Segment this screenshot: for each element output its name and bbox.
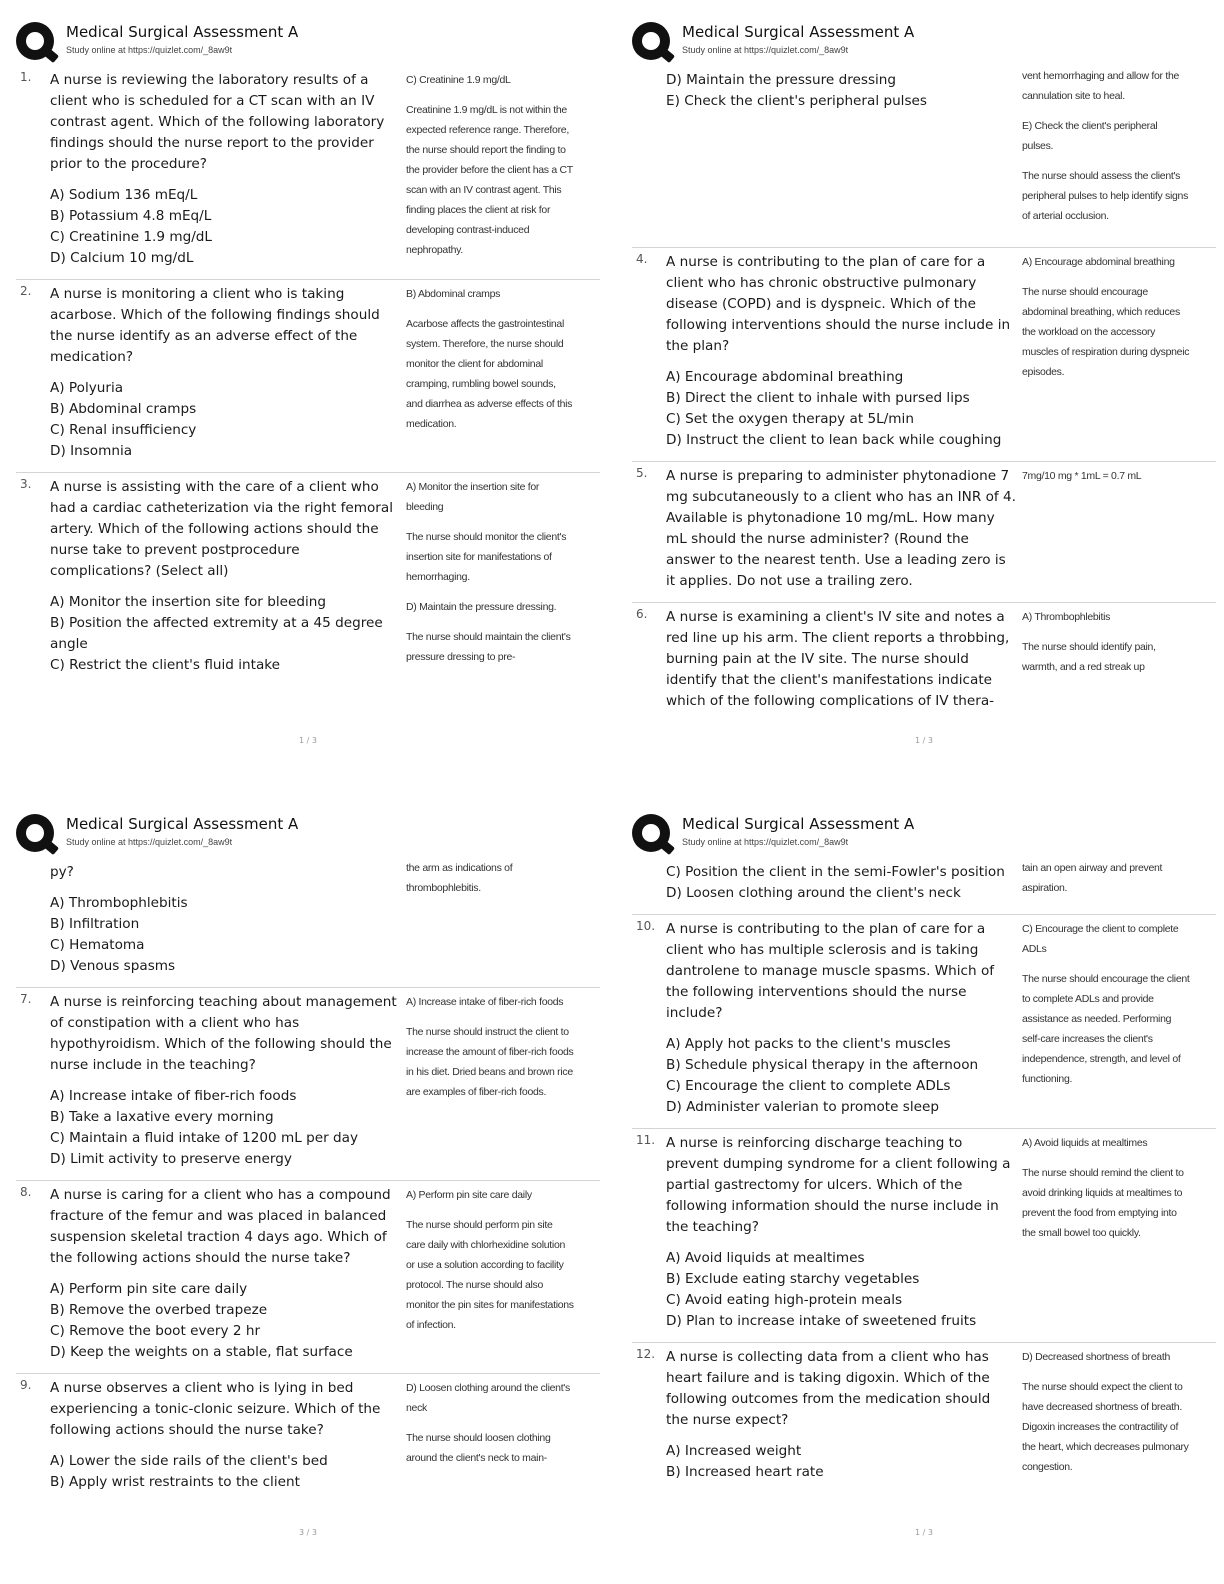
option: A) Polyuria [50, 380, 124, 396]
document-title: Medical Surgical Assessment A [66, 23, 299, 41]
flashcard [632, 1343, 1216, 1493]
option: A) Increased weight [666, 1443, 802, 1459]
option: D) Maintain the pressure dressing [666, 72, 897, 88]
option: A) Monitor the insertion site for bleeding [50, 594, 327, 610]
question-text: A nurse observes a client who is lying in bed experiencing a tonic-clonic seizure. Which of the following actions should the nurse take? [50, 1380, 381, 1438]
option: D) Administer valerian to promote sleep [666, 1099, 940, 1115]
option: D) Venous spasms [50, 958, 176, 974]
question-text: A nurse is reinforcing discharge teaching to prevent dumping syndrome for a client following a partial gastrectomy for ulcers. Which of the following information should the nurse include in the teaching? [666, 1135, 1011, 1235]
option: C) Remove the boot every 2 hr [50, 1323, 261, 1339]
option: C) Set the oxygen therapy at 5L/min [666, 411, 914, 427]
study-online-link[interactable]: Study online at https://quizlet.com/_8aw9t [66, 837, 233, 847]
page-number: 1 / 3 [299, 736, 317, 745]
option: C) Creatinine 1.9 mg/dL [50, 229, 212, 245]
card-number: 9. [20, 1378, 32, 1392]
explanation-text: vent hemorrhaging and allow for the cannulation site to heal. [1022, 70, 1180, 102]
answer-text: A) Thrombophlebitis [1022, 611, 1111, 623]
option: A) Lower the side rails of the client's bed [50, 1453, 328, 1469]
flashcard [632, 1129, 1216, 1343]
option: A) Avoid liquids at mealtimes [666, 1250, 865, 1266]
answer-text: 7mg/10 mg * 1mL = 0.7 mL [1022, 470, 1142, 482]
question-text: A nurse is caring for a client who has a compound fracture of the femur and was placed in balanced suspension skeletal traction 4 days ago. Which of the following actions should the nurse take? [50, 1187, 391, 1266]
option: A) Sodium 136 mEq/L [50, 187, 198, 203]
option: D) Keep the weights on a stable, flat surface [50, 1344, 353, 1360]
page-1 [16, 20, 600, 790]
card-number: 8. [20, 1185, 32, 1199]
question-text: A nurse is assisting with the care of a client who had a cardiac catheterization via the right femoral artery. Which of the following actions should the nurse take to prevent postprocedure complications? (Select all) [50, 479, 393, 579]
answer-text: A) Avoid liquids at mealtimes [1022, 1137, 1148, 1149]
option: C) Renal insufficiency [50, 422, 197, 438]
answer-text: A) Monitor the insertion site for bleeding [406, 481, 540, 513]
answer-text: D) Loosen clothing around the client's neck [406, 1382, 570, 1414]
card-number: 11. [636, 1133, 656, 1147]
answer-text: E) Check the client's peripheral pulses. [1022, 120, 1158, 152]
page-2 [632, 20, 1216, 790]
question-text: A nurse is contributing to the plan of care for a client who has chronic obstructive pulmonary disease (COPD) and is dyspneic. Which of the following interventions should the nurse include in the plan? [666, 254, 1011, 354]
explanation-text: the arm as indications of thrombophlebitis. [406, 862, 513, 894]
explanation-text: The nurse should encourage the client to complete ADLs and provide assistance as needed. Performing self-care increases the client's independence, strength, and level of functioning. [1022, 973, 1190, 1085]
card-number: 12. [636, 1347, 656, 1361]
explanation-text: The nurse should maintain the client's pressure dressing to pre- [406, 631, 571, 663]
page-header [16, 812, 600, 856]
question-text: A nurse is reinforcing teaching about management of constipation with a client who has hypothyroidism. Which of the following should the nurse include in the teaching? [50, 994, 397, 1073]
option: B) Take a laxative every morning [50, 1109, 274, 1125]
option: E) Check the client's peripheral pulses [666, 93, 927, 109]
quizlet-logo-icon [16, 22, 54, 60]
flashcard-continued [632, 858, 1216, 915]
flashcard [632, 462, 1216, 603]
option: B) Schedule physical therapy in the afternoon [666, 1057, 979, 1073]
flashcard [632, 248, 1216, 462]
page-header [632, 812, 1216, 856]
option: B) Remove the overbed trapeze [50, 1302, 268, 1318]
document-title: Medical Surgical Assessment A [66, 815, 299, 833]
answer-text: A) Increase intake of fiber-rich foods [406, 996, 564, 1008]
document-title: Medical Surgical Assessment A [682, 815, 915, 833]
explanation-text: The nurse should loosen clothing around the client's neck to main- [406, 1432, 551, 1464]
explanation-text: The nurse should encourage abdominal breathing, which reduces the workload on the accessory muscles of respiration during dyspneic episodes. [1022, 286, 1190, 378]
option: C) Restrict the client's fluid intake [50, 657, 281, 673]
card-number: 2. [20, 284, 32, 298]
flashcard [16, 1181, 600, 1374]
option: A) Increase intake of fiber-rich foods [50, 1088, 297, 1104]
explanation-text: The nurse should instruct the client to increase the amount of fiber-rich foods in his diet. Dried beans and brown rice are examples of fiber-rich foods. [406, 1026, 574, 1098]
option: C) Hematoma [50, 937, 145, 953]
explanation-text: The nurse should assess the client's peripheral pulses to help identify signs of arterial occlusion. [1022, 170, 1189, 222]
card-number: 5. [636, 466, 648, 480]
option: A) Perform pin site care daily [50, 1281, 248, 1297]
answer-text: C) Encourage the client to complete ADLs [1022, 923, 1179, 955]
flashcard [16, 1374, 600, 1503]
option: C) Maintain a fluid intake of 1200 mL per day [50, 1130, 359, 1146]
page-number: 1 / 3 [915, 736, 933, 745]
flashcard [16, 988, 600, 1181]
question-text: A nurse is reviewing the laboratory results of a client who is scheduled for a CT scan with an IV contrast agent. Which of the following laboratory findings should the nurse report to the provider prior to the procedure? [50, 72, 385, 172]
explanation-text: The nurse should identify pain, warmth, and a red streak up [1022, 641, 1156, 673]
explanation-text: Creatinine 1.9 mg/dL is not within the expected reference range. Therefore, the nurse should report the finding to the provider before the client has a CT scan with an IV contrast agent. This finding places the client at risk for developing contrast-induced nephropathy. [406, 104, 573, 256]
flashcard-continued [16, 858, 600, 988]
flashcard-continued [632, 66, 1216, 248]
page-4 [632, 812, 1216, 1582]
option: B) Direct the client to inhale with pursed lips [666, 390, 970, 406]
explanation-text: The nurse should perform pin site care daily with chlorhexidine solution or use a solution according to facility protocol. The nurse should also monitor the pin sites for manifestations of infection. [406, 1219, 574, 1331]
card-number: 7. [20, 992, 32, 1006]
explanation-text: The nurse should expect the client to have decreased shortness of breath. Digoxin increases the contractility of the heart, which decreases pulmonary congestion. [1022, 1381, 1189, 1473]
study-online-link[interactable]: Study online at https://quizlet.com/_8aw9t [66, 45, 233, 55]
option: B) Potassium 4.8 mEq/L [50, 208, 212, 224]
option: A) Apply hot packs to the client's muscles [666, 1036, 951, 1052]
answer-text: A) Encourage abdominal breathing [1022, 256, 1175, 268]
answer-text: D) Maintain the pressure dressing. [406, 601, 557, 613]
option: B) Position the affected extremity at a 45 degree angle [50, 615, 383, 652]
study-online-link[interactable]: Study online at https://quizlet.com/_8aw9t [682, 837, 849, 847]
explanation-text: The nurse should remind the client to avoid drinking liquids at mealtimes to prevent the food from emptying into the small bowel too quickly. [1022, 1167, 1184, 1239]
study-online-link[interactable]: Study online at https://quizlet.com/_8aw9t [682, 45, 849, 55]
option: B) Increased heart rate [666, 1464, 824, 1480]
answer-text: C) Creatinine 1.9 mg/dL [406, 74, 511, 86]
option: D) Insomnia [50, 443, 133, 459]
option: D) Loosen clothing around the client's neck [666, 885, 961, 901]
option: D) Limit activity to preserve energy [50, 1151, 292, 1167]
question-text: A nurse is preparing to administer phytonadione 7 mg subcutaneously to a client who has an INR of 4. Available is phytonadione 10 mg/mL. How many mL should the nurse administer? (Round the answer to the nearest tenth. Use a leading zero is it applies. Do not use a trailing zero. [666, 468, 1017, 589]
option: D) Instruct the client to lean back while coughing [666, 432, 1002, 448]
question-text: A nurse is examining a client's IV site and notes a red line up his arm. The client reports a throbbing, burning pain at the IV site. The nurse should identify that the client's manifestations indicate which of the following complications of IV thera- [666, 609, 1010, 709]
page-header [16, 20, 600, 64]
quizlet-logo-icon [16, 814, 54, 852]
flashcard [16, 66, 600, 280]
question-text: A nurse is monitoring a client who is taking acarbose. Which of the following findings should the nurse identify as an adverse effect of the medication? [50, 286, 380, 365]
quizlet-logo-icon [632, 814, 670, 852]
card-number: 6. [636, 607, 648, 621]
option: B) Abdominal cramps [50, 401, 197, 417]
flashcard [632, 603, 1216, 722]
quizlet-logo-icon [632, 22, 670, 60]
flashcard [632, 915, 1216, 1129]
page-header [632, 20, 1216, 64]
option: A) Thrombophlebitis [50, 895, 188, 911]
card-number: 3. [20, 477, 32, 491]
explanation-text: The nurse should monitor the client's insertion site for manifestations of hemorrhaging. [406, 531, 567, 583]
option: A) Encourage abdominal breathing [666, 369, 904, 385]
option: D) Plan to increase intake of sweetened fruits [666, 1313, 977, 1329]
card-number: 4. [636, 252, 648, 266]
page-3 [16, 812, 600, 1582]
flashcard [16, 280, 600, 473]
document-title: Medical Surgical Assessment A [682, 23, 915, 41]
option: B) Exclude eating starchy vegetables [666, 1271, 920, 1287]
option: C) Avoid eating high-protein meals [666, 1292, 903, 1308]
page-number: 3 / 3 [299, 1528, 317, 1537]
answer-text: A) Perform pin site care daily [406, 1189, 532, 1201]
option: C) Position the client in the semi-Fowler's position [666, 864, 1005, 880]
card-number: 10. [636, 919, 656, 933]
explanation-text: Acarbose affects the gastrointestinal system. Therefore, the nurse should monitor the client for abdominal cramping, rumbling bowel sounds, and diarrhea as adverse effects of this medication. [406, 318, 573, 430]
option: B) Apply wrist restraints to the client [50, 1474, 300, 1490]
option: D) Calcium 10 mg/dL [50, 250, 194, 266]
question-text: A nurse is collecting data from a client who has heart failure and is taking digoxin. Which of the following outcomes from the medication should the nurse expect? [666, 1349, 991, 1428]
card-number: 1. [20, 70, 32, 84]
answer-text: B) Abdominal cramps [406, 288, 501, 300]
option: B) Infiltration [50, 916, 140, 932]
option: C) Encourage the client to complete ADLs [666, 1078, 951, 1094]
question-text: A nurse is contributing to the plan of care for a client who has multiple sclerosis and is taking dantrolene to manage muscle spasms. Which of the following interventions should the nurse include? [666, 921, 995, 1021]
answer-text: D) Decreased shortness of breath [1022, 1351, 1170, 1363]
question-text: py? [50, 864, 74, 880]
explanation-text: tain an open airway and prevent aspiration. [1022, 862, 1163, 894]
flashcard [16, 473, 600, 686]
page-number: 1 / 3 [915, 1528, 933, 1537]
